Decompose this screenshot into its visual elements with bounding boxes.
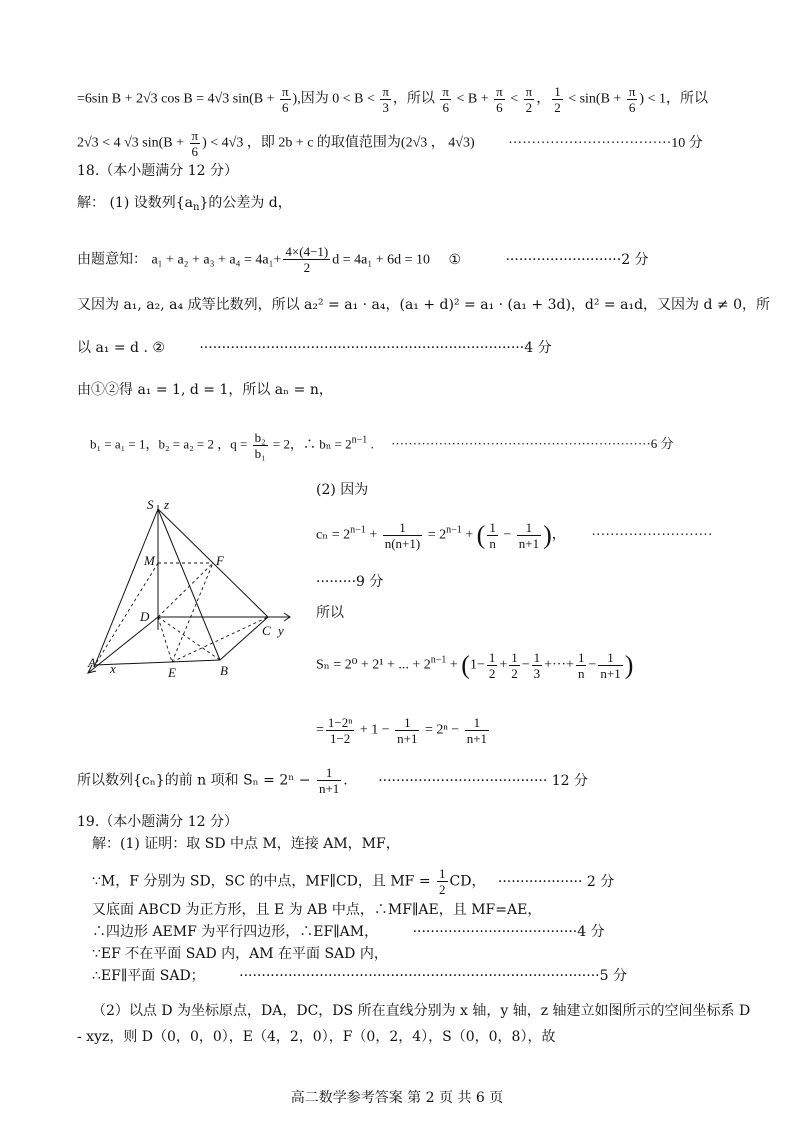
fraction: $\frac{1}{n(n+1)}$ xyxy=(384,520,421,551)
q18-sn-result xyxy=(316,715,491,746)
segment-df xyxy=(158,563,213,617)
math-text: Sₙ = 2⁰ + 2¹ + ... + 2 xyxy=(316,657,431,673)
fraction: $\frac{\pi}{2}$ xyxy=(525,84,533,115)
math-text: . xyxy=(343,772,348,789)
q19-line-8: - xyz，则 D（0，0，0），E（4，2，0），F（0，2，4），S（0，0，8），故 xyxy=(77,1029,556,1045)
q19-line-6 xyxy=(92,966,627,986)
score-dots: ··················· 2 分 xyxy=(497,873,615,890)
math-text: (1) 设数列{a xyxy=(109,195,193,211)
solution-line-1 xyxy=(77,84,708,115)
score-dots: ······································ 12 分 xyxy=(378,772,589,789)
segment-de xyxy=(158,617,172,662)
fraction: $\frac{1}{2}$ xyxy=(488,650,496,681)
q18-score-9: ·········9 分 xyxy=(316,574,384,590)
q18-line-2 xyxy=(77,244,649,275)
math-text: 1− xyxy=(469,657,485,673)
q19-line-3: 又底面 ABCD 为正方形，且 E 为 AB 中点，∴MF∥AE，且 MF=AE， xyxy=(92,902,542,918)
fraction: $\frac{\pi}{6}$ xyxy=(442,84,449,115)
fraction: $\frac{1}{n+1}$ xyxy=(600,650,621,681)
fraction: $\frac{\pi}{6}$ xyxy=(628,84,636,115)
label-s: S xyxy=(147,497,154,512)
question-18-title: 18.（本小题满分 12 分） xyxy=(77,163,238,179)
segment-ec xyxy=(172,617,268,662)
math-text: ，所以 xyxy=(392,91,439,107)
q19-line-4 xyxy=(92,922,605,942)
score-dots: ··························2 分 xyxy=(505,251,649,268)
math-text: < xyxy=(506,91,522,107)
q18-cn-formula: $c_n = 2^{n-1}$ + $\frac{1}{n(n+1)}$ = $2^{n-1}$ + ( $\frac{1}{n}$ − $\frac{1}{n+1}$ )， ·························· xyxy=(316,520,713,551)
score-dots: ·····································4 分 xyxy=(412,924,605,940)
math-text: − xyxy=(521,657,530,673)
q18-line-1 xyxy=(77,193,292,218)
superscript: n−1 xyxy=(446,524,462,536)
fraction: $\frac{4\times(4-1)}{2}$ xyxy=(285,244,329,275)
math-text: . xyxy=(367,436,374,452)
math-text: ， xyxy=(536,91,551,107)
q18-line-4 xyxy=(77,338,552,358)
fraction: $\frac{1}{n}$ xyxy=(577,650,585,681)
q18-line-5: 由①②得 a₁ = 1, d = 1，所以 aₙ = n， xyxy=(77,382,333,398)
q18-sn-formula: Sₙ = 2⁰ + 2¹ + ... + $2^{n-1} + (1-$ $\frac{1}{2}$ + $\frac{1}{2}$ − $\frac{1}{3}$ +···+ $\frac{1}{n}$ − $\frac{1}{n+1}$ ) xyxy=(316,650,634,681)
math-text: = 2 xyxy=(424,527,447,543)
label-a: A xyxy=(88,655,96,670)
q18-conclusion xyxy=(77,765,588,796)
q18-part2-intro: (2) 因为 xyxy=(316,482,369,498)
math-text: = xyxy=(316,722,324,738)
score-dots: ····························································6 分 xyxy=(391,436,674,452)
score-dots: ···································10 分 xyxy=(508,135,703,151)
math-text: + xyxy=(461,527,477,543)
fraction: $\frac{1}{3}$ xyxy=(533,650,541,681)
superscript: n−1 xyxy=(350,524,366,536)
solution-line-2 xyxy=(77,128,703,159)
math-text: ∴四边形 AEMF 为平行四边形，∴EF∥AM， xyxy=(92,924,379,940)
fraction: $\frac{\text{1−2ⁿ}}{1-2}$ xyxy=(327,715,353,746)
math-text: 所以数列{cₙ}的前 n 项和 Sₙ = 2ⁿ − xyxy=(77,772,315,789)
pyramid-diagram xyxy=(80,495,300,685)
math-text: = 2，∴ bₙ = 2 xyxy=(269,436,352,452)
label-f: F xyxy=(216,553,224,568)
circle-number: ① xyxy=(448,251,462,268)
question-19-title: 19.（本小题满分 12 分） xyxy=(77,814,238,830)
math-text: + xyxy=(365,527,381,543)
math-text: b₁ = a₁ = 1，b₂ = a₂ = 2 ，q = xyxy=(90,436,251,452)
math-text: < sin(B + xyxy=(564,91,625,107)
subscript: n xyxy=(193,202,200,213)
math-text: d = 4a₁ + 6d = 10 xyxy=(332,252,431,268)
math-text: 以 a₁ = d . ② xyxy=(77,340,165,356)
math-text: + xyxy=(446,657,462,673)
label-d: D xyxy=(140,609,150,624)
label-e: E xyxy=(168,665,176,680)
edge-bc xyxy=(220,617,268,660)
superscript: n−1 xyxy=(351,434,368,446)
text: 由题意知： xyxy=(77,251,147,268)
fraction: $\frac{\text{b₂}}{\text{b₁}}$ xyxy=(254,430,266,461)
math-text: cₙ = 2 xyxy=(316,527,351,543)
fraction: $\frac{\pi}{6}$ xyxy=(191,128,199,159)
fraction: $\frac{1}{n}$ xyxy=(489,520,496,551)
fraction: $\frac{1}{n+1}$ xyxy=(397,715,418,746)
fraction: $\frac{\pi}{6}$ xyxy=(281,84,289,115)
math-text: ) < 1，所以 xyxy=(639,91,708,107)
fraction: $\frac{\pi}{6}$ xyxy=(496,84,503,115)
q19-line-5: ∵EF 不在平面 SAD 内，AM 在平面 SAD 内， xyxy=(92,946,388,962)
label-z: z xyxy=(164,497,170,512)
label-c: C xyxy=(262,623,271,638)
fraction: $\frac{1}{n+1}$ xyxy=(318,765,340,796)
fraction: $\frac{1}{n+1}$ xyxy=(518,520,540,551)
fraction: $\frac{1}{n+1}$ xyxy=(466,715,488,746)
q18-therefore: 所以 xyxy=(316,605,344,621)
score-dots: ·························· xyxy=(591,527,713,543)
fraction: $\frac{\pi}{3}$ xyxy=(382,84,389,115)
score-dots: ·················································································5 分 xyxy=(239,968,627,984)
math-text: +···+ xyxy=(544,657,574,673)
math-text: a₁ + a₂ + a₃ + a₄ = 4a₁+ xyxy=(151,252,282,268)
label-y: y xyxy=(278,623,284,638)
q18-line-6 xyxy=(90,430,674,461)
math-text: CD， xyxy=(449,873,486,890)
math-text: ， xyxy=(551,527,566,543)
math-text: − xyxy=(499,527,515,543)
fraction: $\frac{1}{2}$ xyxy=(511,650,518,681)
label-b: B xyxy=(220,663,228,678)
edge-sb xyxy=(158,509,220,660)
segment-ef xyxy=(172,563,213,662)
math-text: 2√3 < 4 √3 sin(B + xyxy=(77,135,188,151)
q19-line-2 xyxy=(92,866,614,897)
math-text: = 2ⁿ − xyxy=(421,722,463,738)
math-text: ∴EF∥平面 SAD； xyxy=(92,968,205,984)
superscript: n−1 xyxy=(430,654,447,666)
q18-line-3: 又因为 a₁, a₂, a₄ 成等比数列，所以 a₂² = a₁ · a₄，(a₁ + d)² = a₁ · (a₁ + 3d)，d² = a₁d，又因为 d ≠ 0，所 xyxy=(77,297,770,313)
score-dots: ·········································································4 分 xyxy=(199,340,552,356)
math-text: }的公差为 d， xyxy=(199,195,292,211)
label-x: x xyxy=(110,661,116,676)
solution-label: 解： xyxy=(77,195,105,211)
fraction: $\frac{1}{2}$ xyxy=(439,866,446,897)
math-text: =6sin B + 2√3 cos B = 4√3 sin(B + xyxy=(77,91,278,107)
label-m: M xyxy=(144,553,155,568)
page-footer: 高二数学参考答案 第 2 页 共 6 页 xyxy=(290,1090,504,1106)
math-text: + xyxy=(499,657,508,673)
math-text: − xyxy=(588,657,597,673)
fraction: $\frac{1}{2}$ xyxy=(554,84,561,115)
q19-line-7: （2）以点 D 为坐标原点，DA，DC，DS 所在直线分别为 x 轴，y 轴，z 轴建立如图所示的空间坐标系 D xyxy=(92,1003,751,1019)
math-text: ) < 4√3 ，即 2b + c 的取值范围为(2√3 ， 4√3) xyxy=(202,135,475,151)
math-text: ),因为 0 < B < xyxy=(292,91,379,107)
math-text: < B + xyxy=(453,91,493,107)
math-text: ∵M，F 分别为 SD，SC 的中点，MF∥CD，且 MF = xyxy=(92,873,436,890)
q19-line-1: 解：(1) 证明：取 SD 中点 M，连接 AM，MF， xyxy=(92,836,400,852)
math-text: + 1 − xyxy=(356,722,394,738)
